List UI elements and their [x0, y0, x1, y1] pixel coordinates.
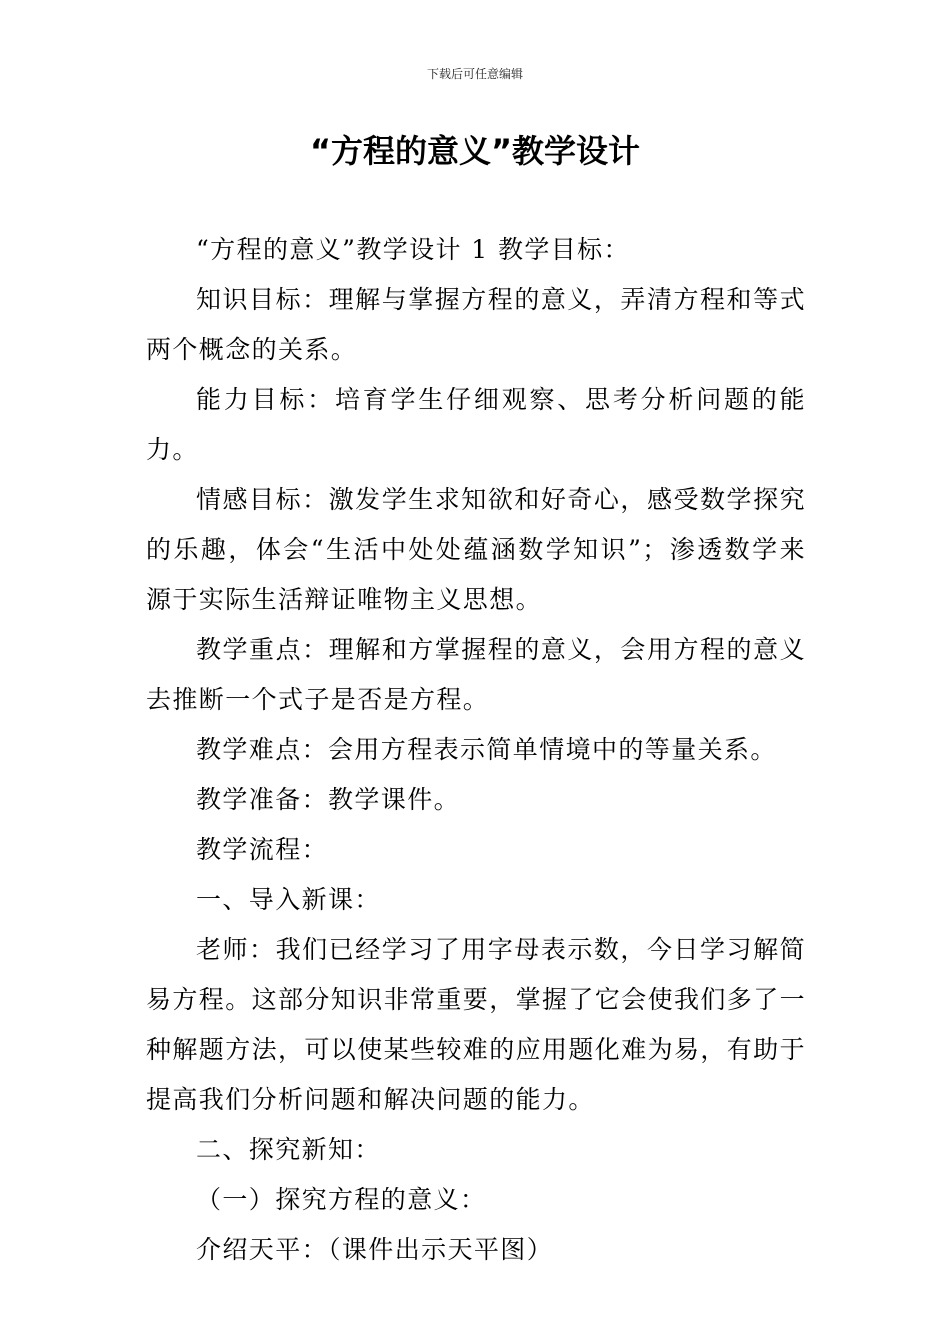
header-note: 下载后可任意编辑	[426, 67, 523, 81]
paragraph: 介绍天平：（课件出示天平图）	[196, 1235, 554, 1264]
paragraph: 教学准备：教学课件。	[196, 785, 461, 814]
paragraph: 情感目标：激发学生求知欲和好奇心，感受数学探究的乐趣，体会“生活中处处蕴涵数学知识”；渗透数学来源于实际生活辩证唯物主义思想。	[146, 485, 806, 614]
document-title: “方程的意义”教学设计	[309, 132, 641, 170]
document-body	[146, 225, 806, 1275]
paragraph: 老师：我们已经学习了用字母表示数，今日学习解简易方程。这部分知识非常重要，掌握了它会使我们多了一种解题方法，可以使某些较难的应用题化难为易，有助于提高我们分析问题和解决问题的能力。	[146, 935, 807, 1114]
paragraph: 能力目标：培育学生仔细观察、思考分析问题的能力。	[146, 385, 806, 464]
paragraph: 二、探究新知：	[196, 1135, 381, 1164]
paragraph: 教学重点：理解和方掌握程的意义，会用方程的意义去推断一个式子是否是方程。	[146, 635, 806, 714]
paragraph: 知识目标：理解与掌握方程的意义，弄清方程和等式两个概念的关系。	[146, 285, 806, 364]
paragraph: （一）探究方程的意义：	[196, 1185, 487, 1214]
paragraph: 一、导入新课：	[196, 885, 381, 914]
paragraph: 教学流程：	[196, 835, 329, 864]
paragraph: 教学难点：会用方程表示简单情境中的等量关系。	[196, 735, 777, 764]
paragraph: “方程的意义”教学设计 1 教学目标：	[196, 235, 630, 264]
